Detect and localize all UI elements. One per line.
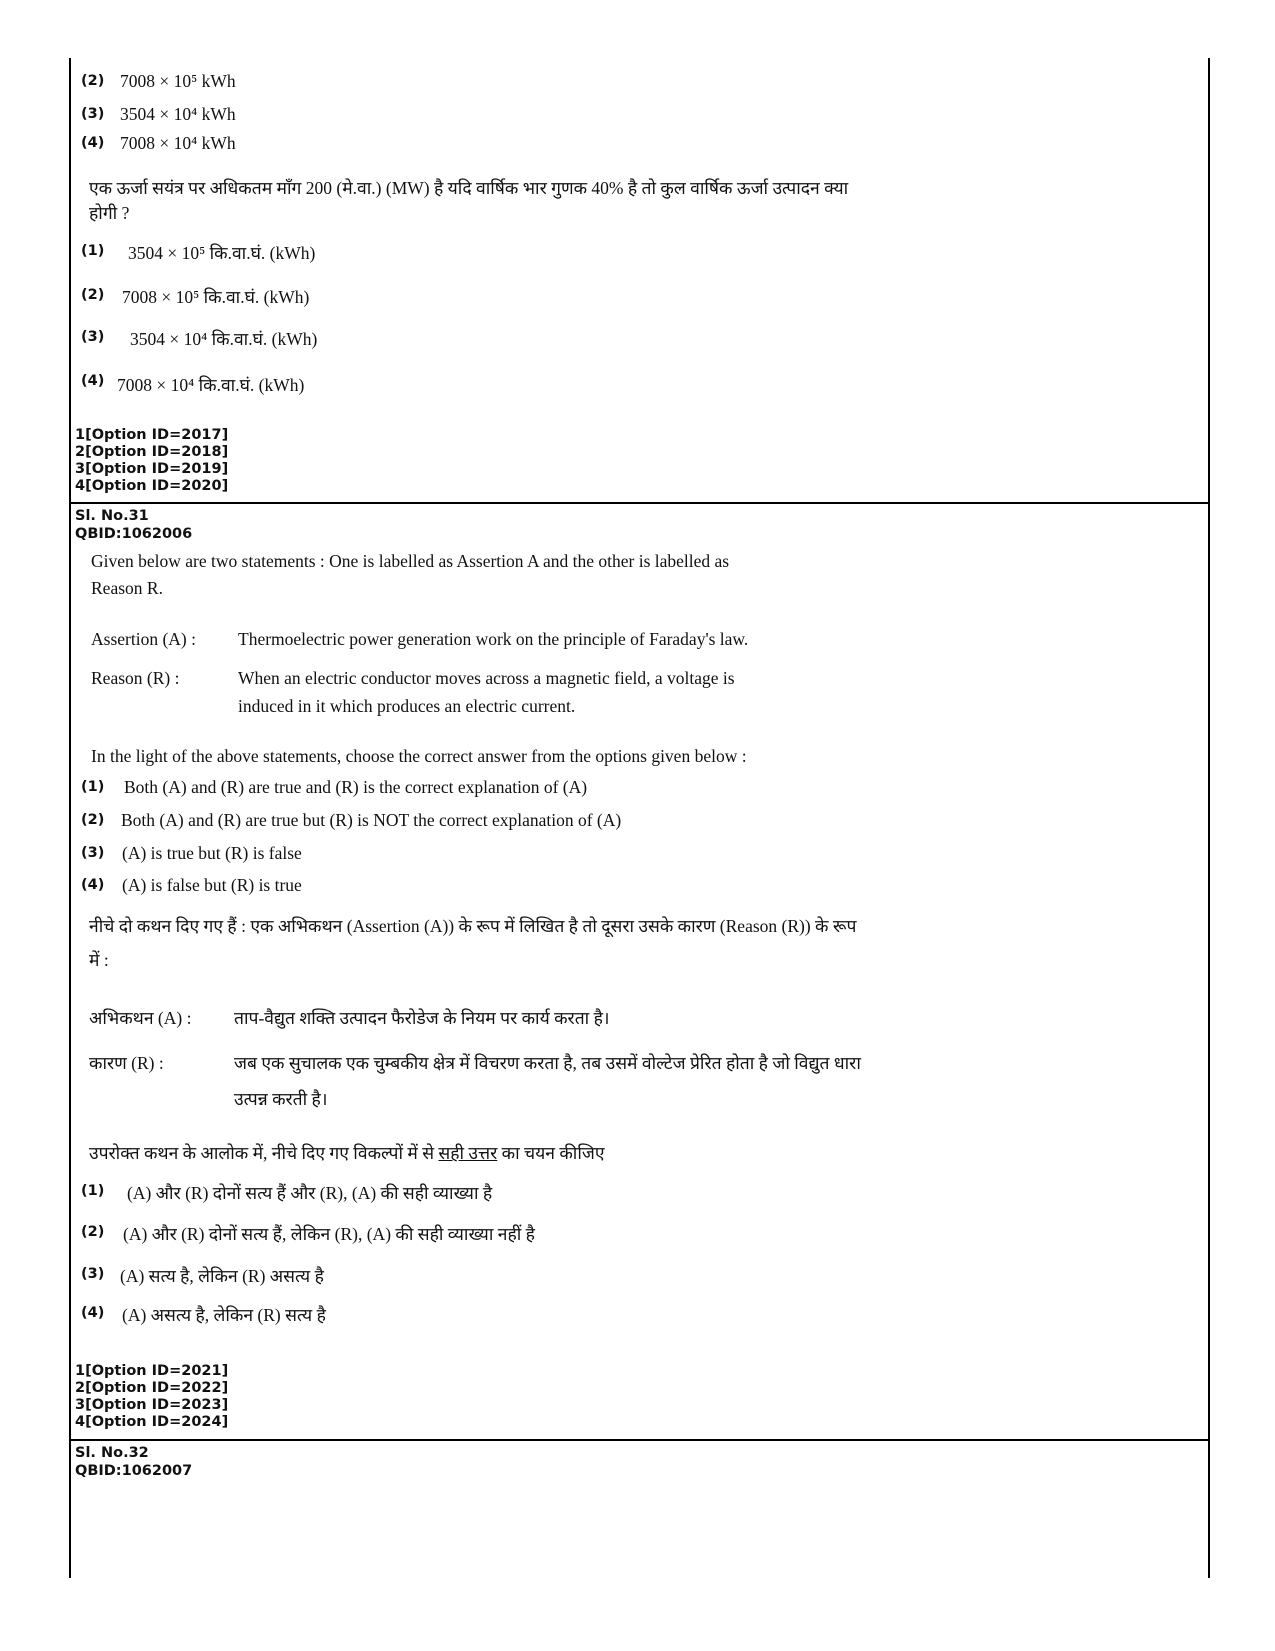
option-id: 4[Option ID=2024] bbox=[75, 1414, 229, 1430]
serial-number: Sl. No.31 bbox=[75, 508, 149, 524]
option-number: (3) bbox=[81, 329, 105, 345]
option-id: 2[Option ID=2018] bbox=[75, 444, 229, 460]
reason-label: Reason (R) : bbox=[91, 668, 180, 688]
question-intro-hindi: में : bbox=[89, 950, 109, 970]
option-number: (2) bbox=[81, 1224, 105, 1240]
reason-text-hindi: उत्पन्न करती है। bbox=[234, 1089, 328, 1109]
reason-text: When an electric conductor moves across a magnetic field, a voltage is bbox=[238, 668, 735, 688]
option-number: (2) bbox=[81, 812, 105, 828]
question-divider bbox=[69, 1439, 1208, 1441]
choose-instruction: In the light of the above statements, choose the correct answer from the options given below : bbox=[91, 746, 747, 766]
choose-text: का चयन कीजिए bbox=[497, 1143, 605, 1163]
option-id: 1[Option ID=2021] bbox=[75, 1363, 229, 1379]
question-intro-hindi: नीचे दो कथन दिए गए हैं : एक अभिकथन (Assertion (A)) के रूप में लिखित है तो दूसरा उसके कारण (Reason (R)) के रूप bbox=[89, 916, 857, 936]
option-number: (4) bbox=[81, 877, 105, 893]
reason-label-hindi: कारण (R) : bbox=[89, 1053, 164, 1073]
option-number: (4) bbox=[81, 135, 105, 151]
option-text: (A) और (R) दोनों सत्य हैं और (R), (A) की सही व्याख्या है bbox=[127, 1183, 493, 1203]
question-intro: Reason R. bbox=[91, 578, 163, 598]
option-text: (A) is false but (R) is true bbox=[122, 875, 302, 895]
option-text: (A) सत्य है, लेकिन (R) असत्य है bbox=[120, 1266, 324, 1286]
reason-text: induced in it which produces an electric current. bbox=[238, 696, 576, 716]
question-divider bbox=[69, 502, 1208, 504]
question-stem-hindi: एक ऊर्जा सयंत्र पर अधिकतम माँग 200 (मे.वा.) (MW) है यदि वार्षिक भार गुणक 40% है तो कुल वार्षिक ऊर्जा उत्पादन क्या bbox=[89, 178, 849, 198]
option-number: (4) bbox=[81, 373, 105, 389]
option-text: 7008 × 10⁴ kWh bbox=[120, 133, 236, 153]
option-id: 1[Option ID=2017] bbox=[75, 427, 229, 443]
assertion-label-hindi: अभिकथन (A) : bbox=[89, 1008, 192, 1028]
reason-text-hindi: जब एक सुचालक एक चुम्बकीय क्षेत्र में विचरण करता है, तब उसमें वोल्टेज प्रेरित होता है जो विद्युत धारा bbox=[234, 1053, 861, 1073]
option-number: (1) bbox=[81, 779, 105, 795]
serial-number: Sl. No.32 bbox=[75, 1445, 149, 1461]
option-id: 3[Option ID=2019] bbox=[75, 461, 229, 477]
option-text: 7008 × 10⁵ कि.वा.घं. (kWh) bbox=[122, 287, 310, 307]
option-text: (A) और (R) दोनों सत्य हैं, लेकिन (R), (A) की सही व्याख्या नहीं है bbox=[123, 1224, 535, 1244]
assertion-text-hindi: ताप-वैद्युत शक्ति उत्पादन फैरोडेज के नियम पर कार्य करता है। bbox=[234, 1008, 610, 1028]
option-text: Both (A) and (R) are true but (R) is NOT the correct explanation of (A) bbox=[121, 810, 622, 830]
option-text: 3504 × 10⁴ kWh bbox=[120, 104, 236, 124]
qbid: QBID:1062007 bbox=[75, 1463, 193, 1479]
choose-text: उपरोक्त कथन के आलोक में, नीचे दिए गए विकल्पों में से bbox=[89, 1143, 439, 1163]
option-id: 2[Option ID=2022] bbox=[75, 1380, 229, 1396]
option-number: (3) bbox=[81, 845, 105, 861]
option-number: (3) bbox=[81, 106, 105, 122]
option-text: 3504 × 10⁵ कि.वा.घं. (kWh) bbox=[128, 243, 316, 263]
assertion-label: Assertion (A) : bbox=[91, 629, 196, 649]
qbid: QBID:1062006 bbox=[75, 526, 193, 542]
option-number: (3) bbox=[81, 1266, 105, 1282]
option-text: (A) असत्य है, लेकिन (R) सत्य है bbox=[122, 1305, 326, 1325]
assertion-text: Thermoelectric power generation work on the principle of Faraday's law. bbox=[238, 629, 749, 649]
option-text: 7008 × 10⁵ kWh bbox=[120, 71, 236, 91]
question-stem-hindi: होगी ? bbox=[89, 203, 130, 223]
choose-underlined: सही उत्तर bbox=[438, 1143, 498, 1163]
option-text: Both (A) and (R) are true and (R) is the correct explanation of (A) bbox=[124, 777, 588, 797]
option-id: 3[Option ID=2023] bbox=[75, 1397, 229, 1413]
option-number: (1) bbox=[81, 1183, 105, 1199]
question-intro: Given below are two statements : One is labelled as Assertion A and the other is labelled as bbox=[91, 551, 730, 571]
option-number: (1) bbox=[81, 243, 105, 259]
option-number: (4) bbox=[81, 1305, 105, 1321]
option-number: (2) bbox=[81, 73, 105, 89]
choose-instruction-hindi bbox=[89, 1141, 605, 1165]
option-text: (A) is true but (R) is false bbox=[122, 843, 302, 863]
option-text: 3504 × 10⁴ कि.वा.घं. (kWh) bbox=[130, 329, 318, 349]
option-number: (2) bbox=[81, 287, 105, 303]
option-text: 7008 × 10⁴ कि.वा.घं. (kWh) bbox=[117, 375, 305, 395]
option-id: 4[Option ID=2020] bbox=[75, 478, 229, 494]
